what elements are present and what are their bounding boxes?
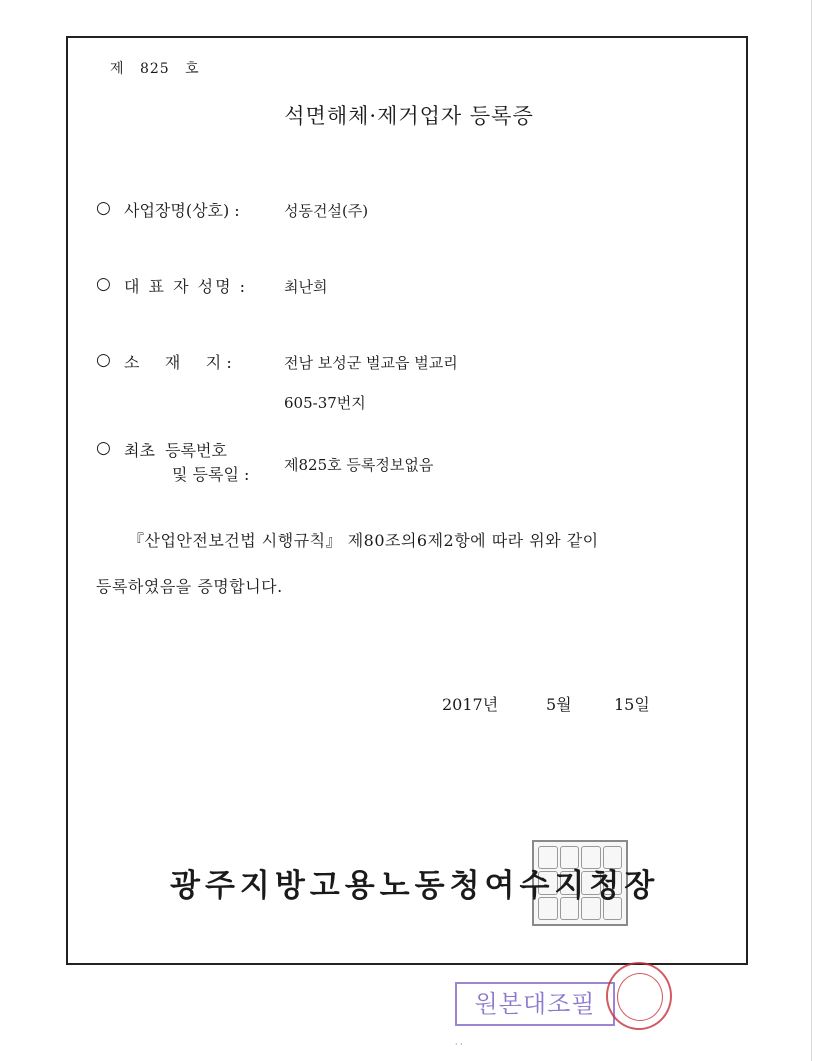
issuer-name: 광주지방고용노동청여수지청장	[170, 868, 660, 904]
date-month: 5월	[546, 695, 572, 714]
address-label: 소 재 지 :	[124, 353, 232, 372]
business-name-label: 사업장명(상호) :	[124, 201, 240, 220]
scan-edge-line	[811, 0, 812, 1061]
representative-label: 대 표 자 성명 :	[124, 277, 248, 296]
field-bullet-registration: ○	[96, 438, 111, 458]
business-name-value: 성동건설(주)	[284, 202, 369, 220]
date-year: 2017년	[442, 695, 499, 714]
certificate-border	[66, 36, 748, 965]
registration-label-line2: 및 등록일 :	[172, 465, 250, 484]
representative-value: 최난희	[284, 278, 328, 296]
registration-label: 최초 등록번호	[124, 441, 227, 460]
scan-specks: · ·	[455, 1040, 463, 1049]
certified-copy-stamp: 원본대조필	[455, 982, 615, 1026]
field-bullet-address: ○	[96, 350, 111, 370]
registration-value: 제825호 등록정보없음	[284, 456, 434, 474]
round-seal-stamp	[606, 962, 672, 1030]
date-day: 15일	[614, 695, 650, 714]
document-number: 제 825 호	[110, 61, 200, 77]
field-bullet-business-name: ○	[96, 198, 111, 218]
certificate-title: 석면해체·제거업자 등록증	[284, 104, 534, 128]
address-value: 전남 보성군 벌교읍 벌교리	[284, 354, 458, 372]
address-value-line2: 605-37번지	[284, 394, 366, 412]
statement-line2: 등록하였음을 증명합니다.	[96, 577, 283, 596]
statement-line1: 『산업안전보건법 시행규칙』 제80조의6제2항에 따라 위와 같이	[128, 531, 599, 550]
field-bullet-representative: ○	[96, 274, 111, 294]
